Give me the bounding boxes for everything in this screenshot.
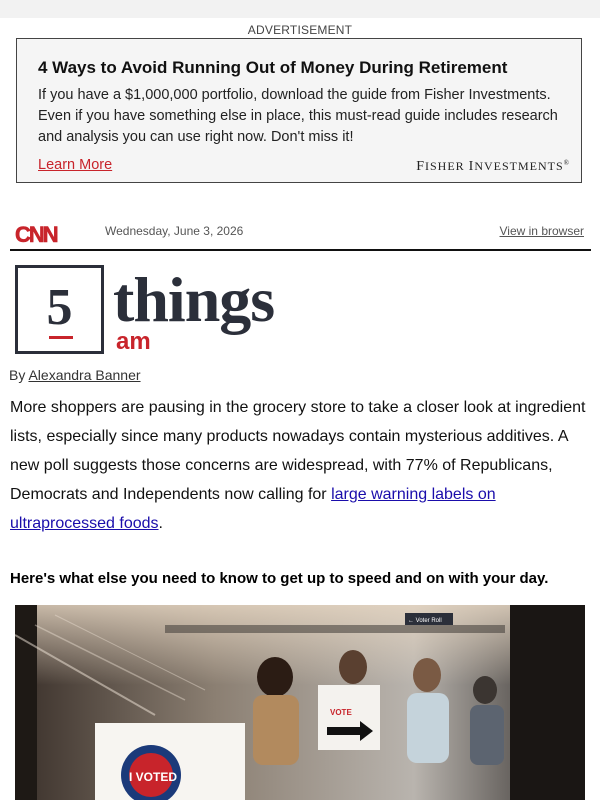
byline bbox=[9, 367, 141, 383]
svg-text:CNN: CNN bbox=[15, 222, 57, 246]
top-bar bbox=[0, 0, 600, 18]
red-dash bbox=[49, 336, 73, 339]
things-wordmark: things bbox=[113, 264, 275, 335]
vote-sign-text: VOTE bbox=[330, 708, 352, 717]
learn-more-link[interactable]: Learn More bbox=[38, 157, 113, 173]
cnn-logo[interactable] bbox=[15, 222, 61, 246]
am-edition-label: am bbox=[116, 328, 151, 355]
author-link[interactable]: Alexandra Banner bbox=[28, 367, 141, 383]
fisher-investments-logo: FISHER INVESTMENTS® bbox=[416, 159, 570, 174]
wall-sign-text: ← Voter Roll bbox=[408, 618, 442, 624]
ad-banner[interactable] bbox=[16, 38, 582, 183]
ad-title: 4 Ways to Avoid Running Out of Money During Retirement bbox=[38, 58, 508, 77]
warning-labels-link[interactable]: large warning labels on ultraprocessed foods bbox=[10, 486, 496, 532]
ad-body: If you have a $1,000,000 portfolio, download the guide from Fisher Investments. Even if you have something else in place, this must-read guide includes research and analysis you can use right now. Don't miss it! bbox=[38, 87, 558, 145]
ad-label: ADVERTISEMENT bbox=[247, 23, 353, 37]
lead-photo-polling-place[interactable] bbox=[15, 605, 585, 800]
five-number: 5 bbox=[46, 279, 73, 336]
byline-prefix: By bbox=[9, 367, 26, 383]
section-heading: Here's what else you need to know to get up to speed and on with your day. bbox=[10, 570, 549, 587]
view-in-browser-link[interactable]: View in browser bbox=[499, 224, 584, 238]
i-voted-sticker-text: I VOTED bbox=[129, 770, 178, 784]
issue-date: Wednesday, June 3, 2026 bbox=[105, 224, 244, 238]
intro-paragraph: More shoppers are pausing in the grocery store to take a closer look at ingredient lists, especially since many products nowadays contain mysterious additives. A new poll suggests those concerns are widespread, with 77% of Republicans, Democrats and Independents now calling for large warning labels on ultraprocessed foods. bbox=[10, 399, 586, 532]
five-things-logo-box bbox=[15, 265, 104, 354]
header-divider bbox=[10, 249, 591, 251]
